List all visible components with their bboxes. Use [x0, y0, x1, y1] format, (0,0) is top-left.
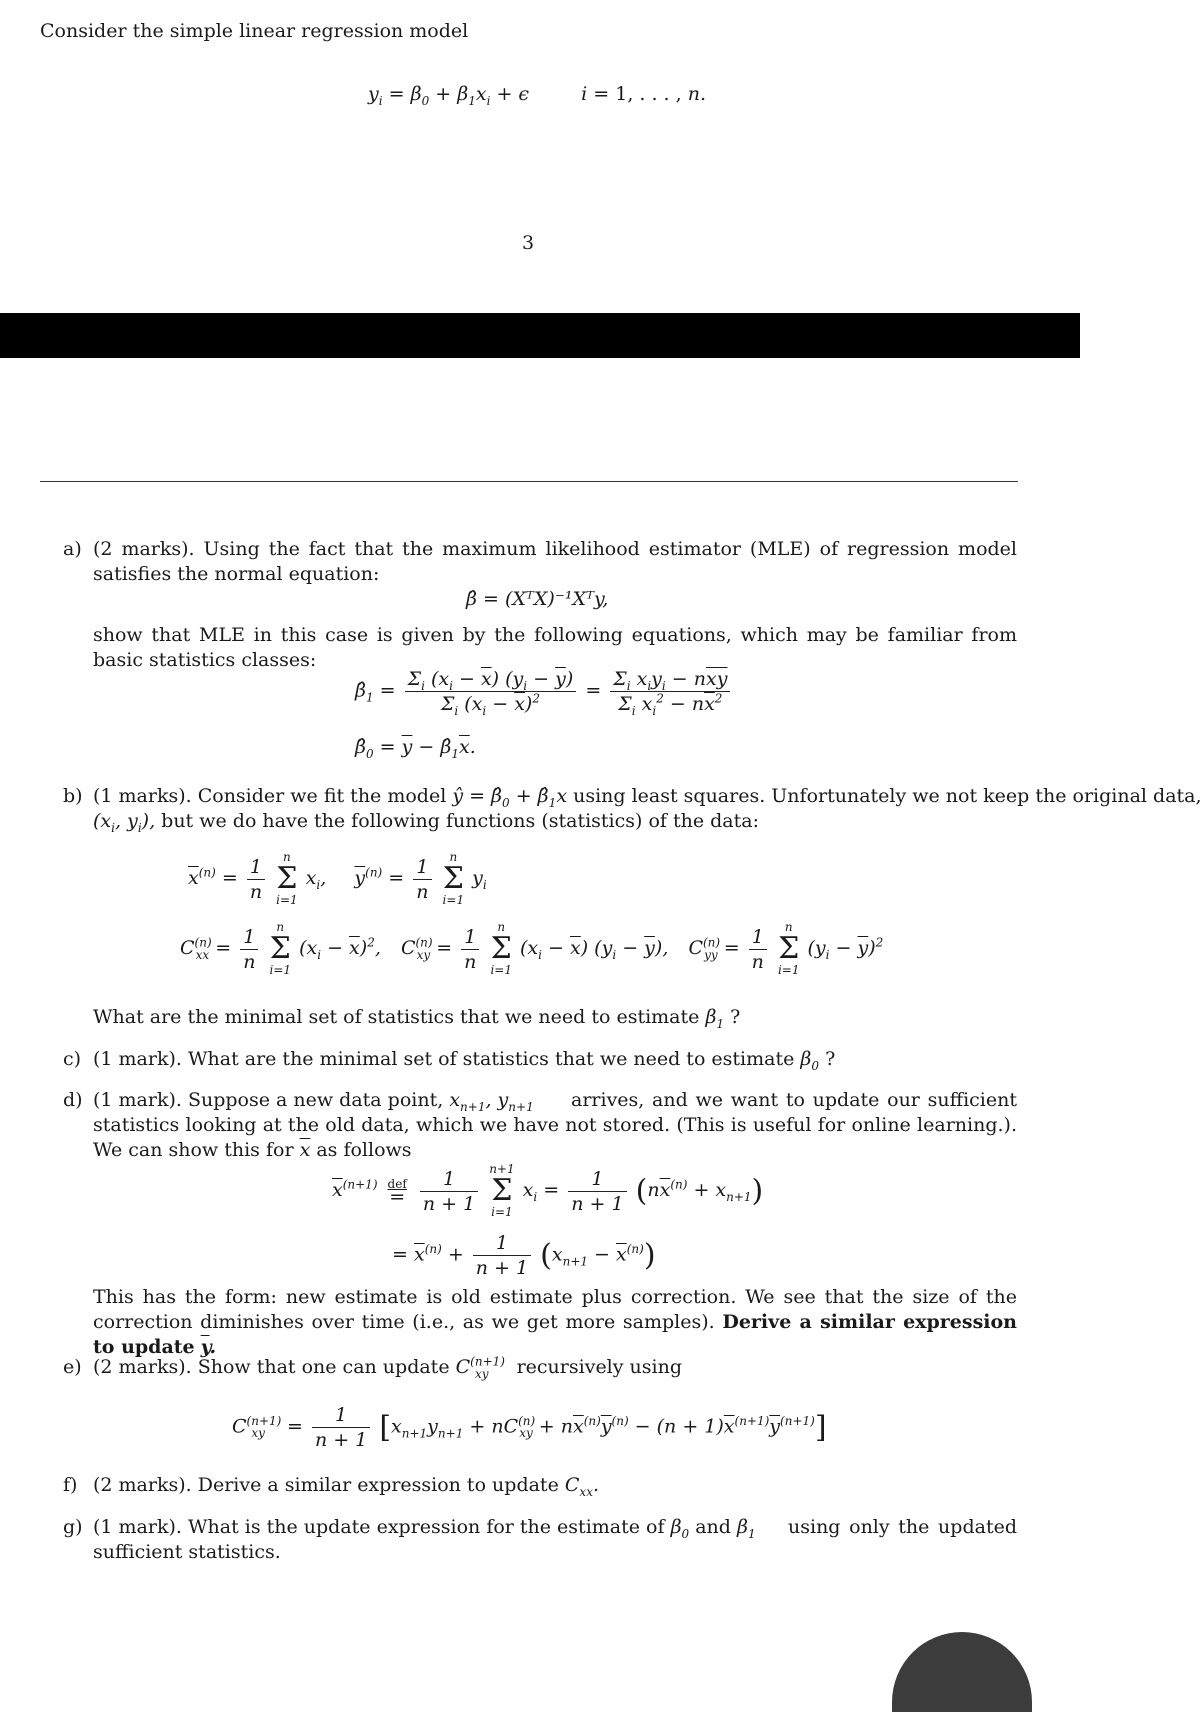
part-b-text-line2	[93, 809, 759, 834]
part-b-label: b)	[63, 785, 83, 807]
part-d-text2: This has the form: new estimate is old estimate plus correction. We see that the size of the correction diminishes over time (i.e., as we get more samples). Derive a similar expression to update $\overline{y}$.	[93, 1286, 1017, 1358]
part-c-label: c)	[63, 1048, 82, 1070]
beta0-mle-equation: $\betâ_0 = \overline{y}$ − $\betâ_1\overline{x}$.	[355, 736, 476, 761]
part-f-text: (2 marks). Derive a similar expression to update	[93, 1474, 559, 1496]
data-pair-inline: ($x_i$, $y_i$),	[93, 810, 156, 835]
part-a-text1: (2 marks). Using the fact that the maximum likelihood estimator (MLE) of regression model satisfies the normal equation:	[93, 538, 1017, 585]
part-d-text2-content: This has the form: new estimate is old estimate plus correction. We see that the size of the correction diminishes over time (i.e., as we get more samples).	[93, 1286, 1017, 1333]
cxy-update-equation: $C^{(n+1)}_{xy}$ = $\frac{1}{n + 1}$ $[x_{n+1}y_{n+1} + nC^{(n)}_{xy} + n\overline{x}^{(n)}\overline{y}^{(n)} - (n + 1)\overline{x}^{(n+1)}\overline{y}^{(n+1)}]$	[232, 1404, 827, 1451]
part-c-line: (1 mark). What are the minimal set of statistics that we need to estimate $\beta_0$ ?	[93, 1048, 836, 1073]
fitted-model-inline: ŷ = $\betâ_0$ + $\betâ_1x$	[452, 785, 568, 810]
covariance-statistics: $C^{(n)}_{xx}$ = $\frac{1}{n}$ n Σ i=1 $(x_i - \overline{x})^2$, $C^{(n)}_{xy}$ = $\frac{1}{n}$ n Σ i=1 $(x_i - \overline{x}) (y_i - \overline{y})$, $C^{(n)}_{yy}$ = $\frac{1}{n}$ n Σ i=1 $(y_i - \overline{y})^2$	[180, 920, 884, 977]
part-d-label: d)	[63, 1089, 83, 1111]
model-equation: $y_i = \beta_0 + \beta_1x_i + \epsilon$ i = 1, . . . , n.	[368, 83, 706, 108]
part-d-text1b: arrives, and we want to update our sufficient statistics looking at the old data, which we have not stored. (This is useful for online learning.). We can show this for $\overline{x}$ as follows	[93, 1089, 1017, 1161]
part-d-text1c: as follows	[316, 1139, 412, 1161]
part-d-text1b-content: arrives, and we want to update our sufficient statistics looking at the old data, which we have not stored. (This is useful for online learning.). We can show this for	[93, 1089, 1017, 1161]
xbar-update-equation-1: $\overline{x}^{(n+1)}$ def = $\frac{1}{n + 1}$ n+1 Σ i=1 $x_i$ = $\frac{1}{n + 1}$ $(n\overline{x}^{(n)} + x_{n+1})$	[332, 1162, 764, 1219]
part-e-label: e)	[63, 1356, 82, 1378]
part-g-text-post: using only the updated sufficient statistics.	[93, 1516, 1017, 1563]
def-label: def	[387, 1177, 407, 1191]
redaction-bar	[0, 313, 1080, 358]
part-b-text1-pre: (1 marks). Consider we fit the model	[93, 785, 447, 807]
beta1-mle-equation: $\betâ_1$ = $\frac{\Sigma_i (x_i - \overline{x}) (y_i - \overline{y})}{\Sigma_i (x_i - \overline{x})^2}$ = $\frac{\Sigma_i x_iy_i - n\overline{x}\overline{y}}{\Sigma_i x_i^2 - n\overline{x}^2}$	[355, 667, 733, 716]
part-g-line1: (1 mark). What is the update expression for the estimate of $\beta_0$ and $\beta_1$	[93, 1516, 756, 1541]
part-e-text: (2 marks). Show that one can update	[93, 1356, 450, 1378]
corner-shape	[892, 1632, 1032, 1712]
page-number: 3	[522, 232, 535, 254]
part-e-line: (2 marks). Show that one can update $C^{(n+1)}_{xy}$ recursively using	[93, 1354, 682, 1381]
part-d-derive-instruction: Derive a similar expression to update	[93, 1311, 1017, 1358]
part-c-text: (1 mark). What are the minimal set of statistics that we need to estimate	[93, 1048, 795, 1070]
part-f-label: f)	[63, 1474, 78, 1496]
part-g-text: (1 mark). What is the update expression for the estimate of	[93, 1516, 665, 1538]
part-b-question-line: What are the minimal set of statistics that we need to estimate $\beta_1$ ?	[93, 1006, 741, 1031]
intro-text: Consider the simple linear regression model	[40, 20, 469, 42]
part-d-line1: (1 mark). Suppose a new data point, $x_{n+1}$, $y_{n+1}$	[93, 1089, 534, 1114]
part-b-question: What are the minimal set of statistics that we need to estimate	[93, 1006, 700, 1028]
mean-statistics: $\overline{x}^{(n)}$ = $\frac{1}{n}$ n Σ i=1 $x_i$, $\overline{y}^{(n)}$ = $\frac{1}{n}$ n Σ i=1 $y_i$	[188, 850, 487, 907]
part-a-label: a)	[63, 538, 82, 560]
part-a-normal-equation: β̂ = (XᵀX)⁻¹Xᵀy,	[466, 588, 609, 610]
part-b-text	[93, 784, 1202, 809]
part-f-line: (2 marks). Derive a similar expression to update $C_{xx}$.	[93, 1474, 600, 1499]
part-b-text1-post2: but we do have the following functions (statistics) of the data:	[161, 810, 759, 832]
part-a-text2: show that MLE in this case is given by the following equations, which may be familiar from basic statistics classes:	[93, 624, 1017, 671]
part-d-text1: (1 mark). Suppose a new data point,	[93, 1089, 444, 1111]
part-g-label: g)	[63, 1516, 83, 1538]
part-e-text-post: recursively using	[516, 1356, 682, 1378]
horizontal-rule	[40, 481, 1018, 482]
part-b-text1-post: using least squares. Unfortunately we not keep the original data,	[573, 785, 1202, 807]
xbar-update-equation-2: = $\overline{x}^{(n)}$ + $\frac{1}{n + 1}$ $(x_{n+1} - \overline{x}^{(n)})$	[392, 1232, 656, 1279]
part-g-text-mid: and	[695, 1516, 731, 1538]
